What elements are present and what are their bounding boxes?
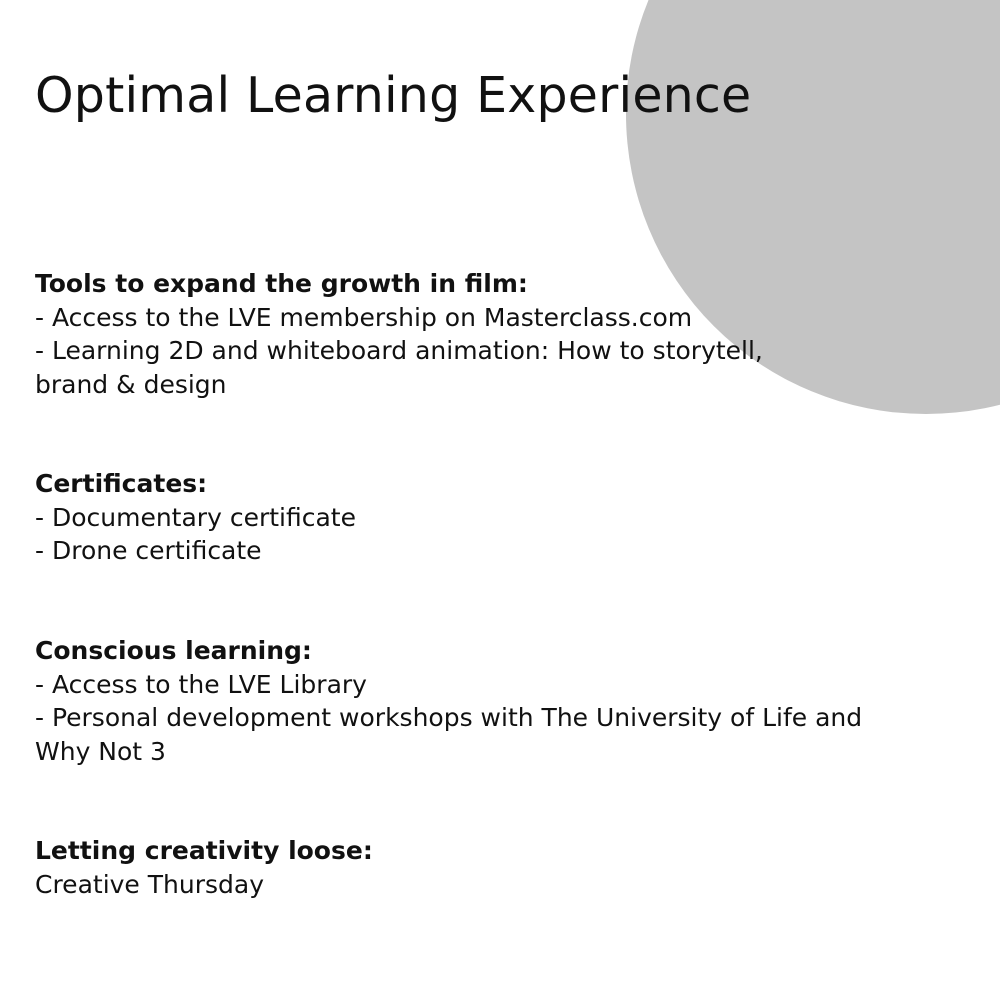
list-item: - Access to the LVE Library [35,669,367,699]
list-item: - Personal development workshops with The University of Life and Why Not 3 [35,703,863,766]
list-item: - Learning 2D and whiteboard animation: How to storytell, brand & design [35,336,763,399]
section-conscious-learning [35,634,895,768]
list-item: - Access to the LVE membership on Masterclass.com [35,302,693,332]
list-item: - Drone certificate [35,536,262,565]
section-heading: Tools to expand the growth in film: [35,269,528,298]
section-heading: Letting creativity loose: [35,836,373,865]
section-tools [35,267,895,401]
list-item: - Documentary certificate [35,502,356,532]
section-heading: Conscious learning: [35,636,312,665]
page-title: Optimal Learning Experience [35,67,752,124]
list-item: Creative Thursday [35,869,265,899]
section-certificates [35,467,895,568]
section-creativity [35,834,895,901]
section-heading: Certificates: [35,469,208,498]
